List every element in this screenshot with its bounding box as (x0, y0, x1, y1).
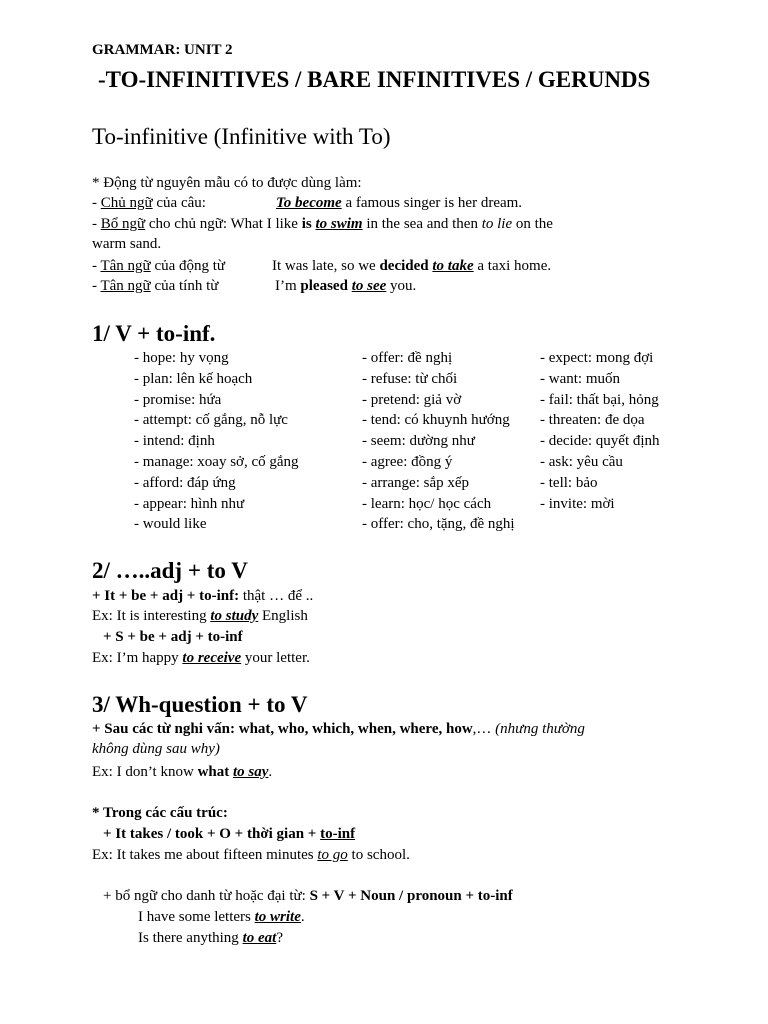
object-adj-after: you. (386, 278, 417, 294)
example-it-takes-emph: to go (317, 847, 348, 863)
verb-item: - offer: đề nghị (362, 350, 453, 366)
object-verb-rest: của động từ (150, 258, 226, 274)
verb-item: - tend: có khuynh hướng (362, 412, 510, 428)
verb-item: - intend: định (134, 433, 215, 449)
example-interesting-emph: to study (210, 608, 259, 624)
complement-emph2: to lie (481, 216, 513, 232)
object-adj-example (275, 276, 416, 296)
example-happy-before: Ex: I’m happy (92, 650, 183, 666)
subject-label: Chủ ngữ (100, 195, 153, 211)
example-interesting (92, 606, 308, 626)
verb-item: - afford: đáp ứng (134, 475, 236, 491)
rule-it-takes-underline: to-inf (320, 826, 356, 842)
rule-s-be-adj: + S + be + adj + to-inf (103, 629, 243, 645)
object-verb-label: Tân ngữ (100, 258, 151, 274)
object-adj-rest: của tính từ (150, 278, 219, 294)
object-adj-line: - Tân ngữ của tính từ (92, 278, 219, 294)
example-interesting-before: Ex: It is interesting (92, 608, 211, 624)
subject-after: a famous singer is her dream. (341, 195, 523, 211)
complement-line2: warm sand. (92, 236, 162, 252)
section-heading-3: 3/ Wh-question + to V (92, 692, 308, 717)
rule-it-be-adj-rest: thật … để .. (239, 588, 314, 604)
verb-item: - appear: hình như (134, 496, 245, 512)
verb-item: - would like (134, 516, 207, 532)
rule-noun-complement-bold: S + V + Noun / pronoun + to-inf (309, 888, 513, 904)
section-heading-to-infinitive: To-infinitive (Infinitive with To) (92, 124, 391, 149)
object-adj-emph: to see (351, 278, 387, 294)
complement-mid: in the sea and then (362, 216, 482, 232)
page-title: -TO-INFINITIVES / BARE INFINITIVES / GERUNDS (98, 67, 651, 92)
object-verb-before: It was late, so we (272, 258, 380, 274)
complement-after: on the (512, 216, 553, 232)
object-adj-adj: pleased (300, 278, 348, 294)
subject-line: - Chủ ngữ của câu: (92, 195, 206, 211)
verb-item: - pretend: giả vờ (362, 392, 462, 408)
subject-rest: của câu: (152, 195, 206, 211)
example-letters-emph: to write (254, 909, 301, 925)
intro-line (92, 173, 362, 193)
object-adj-before: I’m (275, 278, 301, 294)
rule-it-takes (103, 824, 355, 844)
example-anything-emph: to eat (242, 930, 277, 946)
verb-item: - plan: lên kế hoạch (134, 371, 253, 387)
rule-wh-words-plain: ,… (472, 721, 496, 737)
rule-wh-words (92, 719, 585, 739)
example-what-emph: to say (232, 764, 269, 780)
complement-is: is (301, 216, 312, 232)
object-verb-line: - Tân ngữ của động từ (92, 258, 226, 274)
rule-wh-words-italic: (nhưng thường (495, 721, 585, 737)
verb-item: - agree: đồng ý (362, 454, 453, 470)
verb-item: - arrange: sắp xếp (362, 475, 470, 491)
verb-item: - attempt: cố gắng, nỗ lực (134, 412, 288, 428)
verb-item: - learn: học/ học cách (362, 496, 492, 512)
intro-text: * Động từ nguyên mẫu có to được dùng làm: (92, 175, 362, 191)
verb-item: - invite: mời (540, 496, 615, 512)
example-happy-after: your letter. (241, 650, 310, 666)
example-happy (92, 648, 310, 668)
example-it-takes-after: to school. (347, 847, 410, 863)
verb-item: - promise: hứa (134, 392, 222, 408)
verb-item: - decide: quyết định (540, 433, 660, 449)
example-anything-before: Is there anything (138, 930, 243, 946)
object-verb-example (272, 256, 551, 276)
rule-noun-complement-plain: + bổ ngữ cho danh từ hoặc đại từ: (103, 888, 310, 904)
section-heading-2: 2/ …..adj + to V (92, 558, 248, 583)
subject-example (276, 193, 522, 213)
rule-wh-words-line2: không dùng sau why) (92, 741, 220, 757)
example-what-after: . (268, 764, 273, 780)
rule-it-be-adj (92, 586, 313, 606)
object-verb-verb: decided (379, 258, 429, 274)
object-adj-label: Tân ngữ (100, 278, 151, 294)
verb-item: - tell: bảo (540, 475, 598, 491)
unit-label: GRAMMAR: UNIT 2 (92, 42, 233, 58)
example-anything (138, 928, 283, 948)
rule-it-be-adj-bold: + It + be + adj + to-inf: (92, 588, 240, 604)
section-heading-1: 1/ V + to-inf. (92, 321, 216, 346)
complement-emph: to swim (315, 216, 363, 232)
verb-item: - want: muốn (540, 371, 620, 387)
object-verb-after: a taxi home. (473, 258, 552, 274)
example-what-to-say (92, 762, 272, 782)
example-it-takes-before: Ex: It takes me about fifteen minutes (92, 847, 318, 863)
object-verb-emph: to take (432, 258, 474, 274)
example-it-takes (92, 845, 410, 865)
verb-item: - offer: cho, tặng, đề nghị (362, 516, 515, 532)
example-happy-emph: to receive (182, 650, 242, 666)
example-interesting-after: English (258, 608, 308, 624)
rule-noun-complement (103, 886, 513, 906)
verb-item: - threaten: đe dọa (540, 412, 645, 428)
complement-label: Bổ ngữ (100, 216, 146, 232)
verb-item: - ask: yêu cầu (540, 454, 623, 470)
rule-it-takes-bold: + It takes / took + O + thời gian + (103, 826, 321, 842)
example-letters-before: I have some letters (138, 909, 255, 925)
verb-item: - manage: xoay sở, cố gắng (134, 454, 299, 470)
complement-rest: cho chủ ngữ: What I like (145, 216, 302, 232)
verb-item: - expect: mong đợi (540, 350, 654, 366)
example-letters-after: . (300, 909, 305, 925)
verb-item: - seem: dường như (362, 433, 475, 449)
example-anything-after: ? (276, 930, 283, 946)
example-letters (138, 907, 305, 927)
subject-emph: To become (276, 195, 342, 211)
complement-line: - Bổ ngữ cho chủ ngữ: What I like is to swim in the sea and then to lie on the (92, 216, 553, 232)
rule-wh-words-bold: + Sau các từ nghi vấn: what, who, which, when, where, how (92, 721, 473, 737)
verb-item: - hope: hy vọng (134, 350, 229, 366)
example-what-bold: what (197, 764, 230, 780)
verb-item: - fail: thất bại, hỏng (540, 392, 659, 408)
structures-heading: * Trong các cấu trúc: (92, 805, 228, 821)
verb-item: - refuse: từ chối (362, 371, 458, 387)
example-what-before: Ex: I don’t know (92, 764, 198, 780)
